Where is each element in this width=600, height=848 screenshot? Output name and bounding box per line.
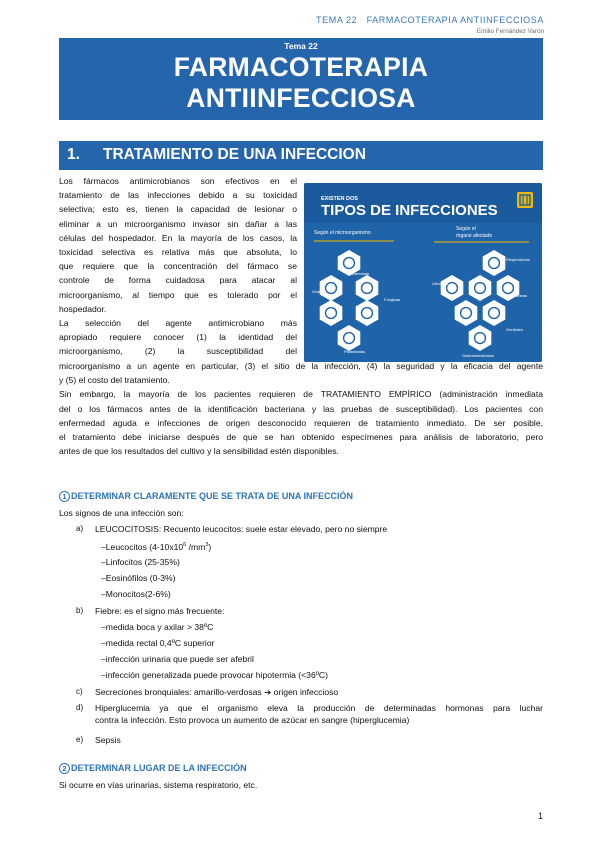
sub-item: –Linfocitos (25-35%) — [101, 557, 180, 567]
body-paragraph — [59, 359, 543, 458]
intro-line: microorganismo, al tiempo que es tolerado por el — [59, 289, 297, 300]
svg-text:Cutáneas: Cutáneas — [510, 293, 528, 298]
intro-line: apropiado requiere conocer (1) la identidad del — [59, 332, 297, 343]
body-line: Sin embargo, la mayoría de los pacientes requieren de TRATAMIENTO EMPÍRICO (administración inmediata — [59, 389, 543, 400]
intro-paragraph — [59, 174, 297, 359]
sub-item: –Monocitos(2-6%) — [101, 589, 171, 599]
intro-line: hospedador. — [59, 303, 107, 314]
list-item-secreciones: Secreciones bronquiales: amarillo-verdosas ➔ origen infeccioso — [95, 687, 339, 697]
title-band — [59, 38, 543, 120]
body-line: microorganismo a un agente en particular, (3) el sitio de la infección, (4) la seguridad y la eficacia del agente — [59, 361, 543, 371]
page-title-line2: ANTIINFECCIOSA — [186, 83, 416, 113]
svg-text:Genitales: Genitales — [506, 327, 523, 332]
sub-item: –medida rectal 0,4ºC superior — [101, 638, 215, 648]
body-line: y (5) el costo del tratamiento. — [59, 375, 170, 386]
svg-text:Virales: Virales — [312, 289, 325, 294]
intro-line: eliminar a un microorganismo invasor sin dañar a las — [59, 218, 297, 229]
list-item-leucocitosis: LEUCOCITOSIS: Recuento leucocitos: suele estar elevado, pero no siempre — [95, 524, 388, 534]
svg-text:Respiratorias: Respiratorias — [506, 257, 530, 262]
svg-text:Fungicas: Fungicas — [384, 297, 401, 302]
tema-label: Tema 22 — [284, 41, 318, 51]
list-marker: b) — [76, 606, 84, 615]
svg-text:Gastrointestinales: Gastrointestinales — [462, 353, 495, 358]
svg-text:Bacterianas: Bacterianas — [348, 271, 370, 276]
svg-text:órgano afectado: órgano afectado — [456, 233, 493, 239]
header-title: TEMA 22 FARMACOTERAPIA ANTIINFECCIOSA — [316, 15, 544, 25]
subsection-heading-2 — [59, 763, 247, 774]
list-marker: a) — [76, 524, 84, 533]
body-line: el tratamiento debe iniciarse después de que se han obtenido especímenes para análisis de laboratorio, pero — [59, 432, 543, 443]
body-line: antes de que los resultados del cultivo y la sensibilidad estén disponibles. — [59, 446, 339, 457]
sub-item: –Leucocitos ($4-10x10^6$ $/mm^3$) — [101, 541, 212, 552]
subsection2-text: Si ocurre en vías urinarias, sistema respiratorio, etc. — [59, 780, 258, 790]
sub-item: –Eosinófilos (0-3%) — [101, 573, 176, 583]
svg-text:Según el: Según el — [456, 226, 476, 232]
page-title-line1: FARMACOTERAPIA — [173, 52, 429, 82]
section-title: TRATAMIENTO DE UNA INFECCION — [103, 146, 366, 163]
signs-intro: Los signos de una infección son: — [59, 508, 184, 518]
list-item-hiperglucemia: Hiperglucemia ya que el organismo eleva la producción de determinadas hormonas para luchar contra la infección. Esto provoca un aumento de azúcar en sangre (hiperglucemia) — [95, 703, 543, 725]
page-number: 1 — [537, 811, 543, 821]
subsection-heading-1 — [59, 491, 353, 502]
header-author: Emilio Fernández Varón — [476, 28, 544, 35]
intro-line: tratamiento de las infecciones debido a su toxicidad — [59, 190, 297, 201]
intro-line: células del hospedador. En la mayoría de los casos, la — [59, 232, 297, 243]
arrow-icon: ➔ — [264, 687, 272, 697]
running-header — [316, 15, 544, 35]
subsection-number-badge: 1 — [59, 491, 70, 502]
logo-icon — [517, 192, 533, 208]
body-line: del o los fármacos antes de la identificación bacteriana y las pruebas de susceptibilidad). Los pacientes con — [59, 403, 543, 414]
body-line: enfermedad aguda e infecciones de origen desconocido requieren de tratamiento inmediato. De ser posible, — [59, 417, 543, 428]
list-marker: c) — [76, 687, 83, 696]
list-item-sepsis: Sepsis — [95, 735, 121, 745]
list-item-fiebre: Fiebre: es el signo más frecuente: — [95, 606, 225, 616]
intro-line: que requiere que la concentración del fármaco se — [59, 261, 297, 272]
intro-line: controle de forma cuidadosa para atacar al — [59, 275, 297, 286]
intro-line: selectiva; esto es, tienen la capacidad de lesionar o — [59, 204, 297, 215]
subsection-title: DETERMINAR CLARAMENTE QUE SE TRATA DE UNA INFECCIÓN — [71, 491, 353, 501]
sub-item: –infección generalizada puede provocar hipotermia (<36ºC) — [101, 670, 328, 680]
intro-line: Los fármacos antimicrobianos son efectivos en el — [59, 176, 297, 186]
section-heading — [59, 141, 543, 170]
infographic-heading: TIPOS DE INFECCIONES — [321, 202, 498, 219]
intro-line: La selección del agente antimicrobiano más — [59, 318, 297, 329]
list-marker: e) — [76, 735, 84, 744]
sub-item: –medida boca y axilar > 38ºC — [101, 622, 214, 632]
subsection-title: DETERMINAR LUGAR DE LA INFECCIÓN — [71, 763, 247, 773]
svg-text:Urinarias: Urinarias — [432, 281, 449, 286]
list-marker: d) — [76, 703, 84, 712]
infographic-infection-types — [304, 183, 542, 362]
intro-line: toxicidad selectiva es relativa más que absoluta, lo — [59, 247, 297, 258]
subsection-number-badge: 2 — [59, 763, 70, 774]
infographic-left-label: Según el microorganismo — [314, 230, 371, 236]
infographic-tag: EXISTEN DOS — [321, 196, 358, 202]
infographic-graphic — [304, 183, 542, 362]
svg-text:Parasitarias: Parasitarias — [344, 349, 366, 354]
sub-item: –infección urinaria que puede ser afebril — [101, 654, 254, 664]
intro-line: microorganismo, (2) la susceptibilidad del — [59, 346, 297, 357]
section-number: 1. — [67, 146, 80, 163]
